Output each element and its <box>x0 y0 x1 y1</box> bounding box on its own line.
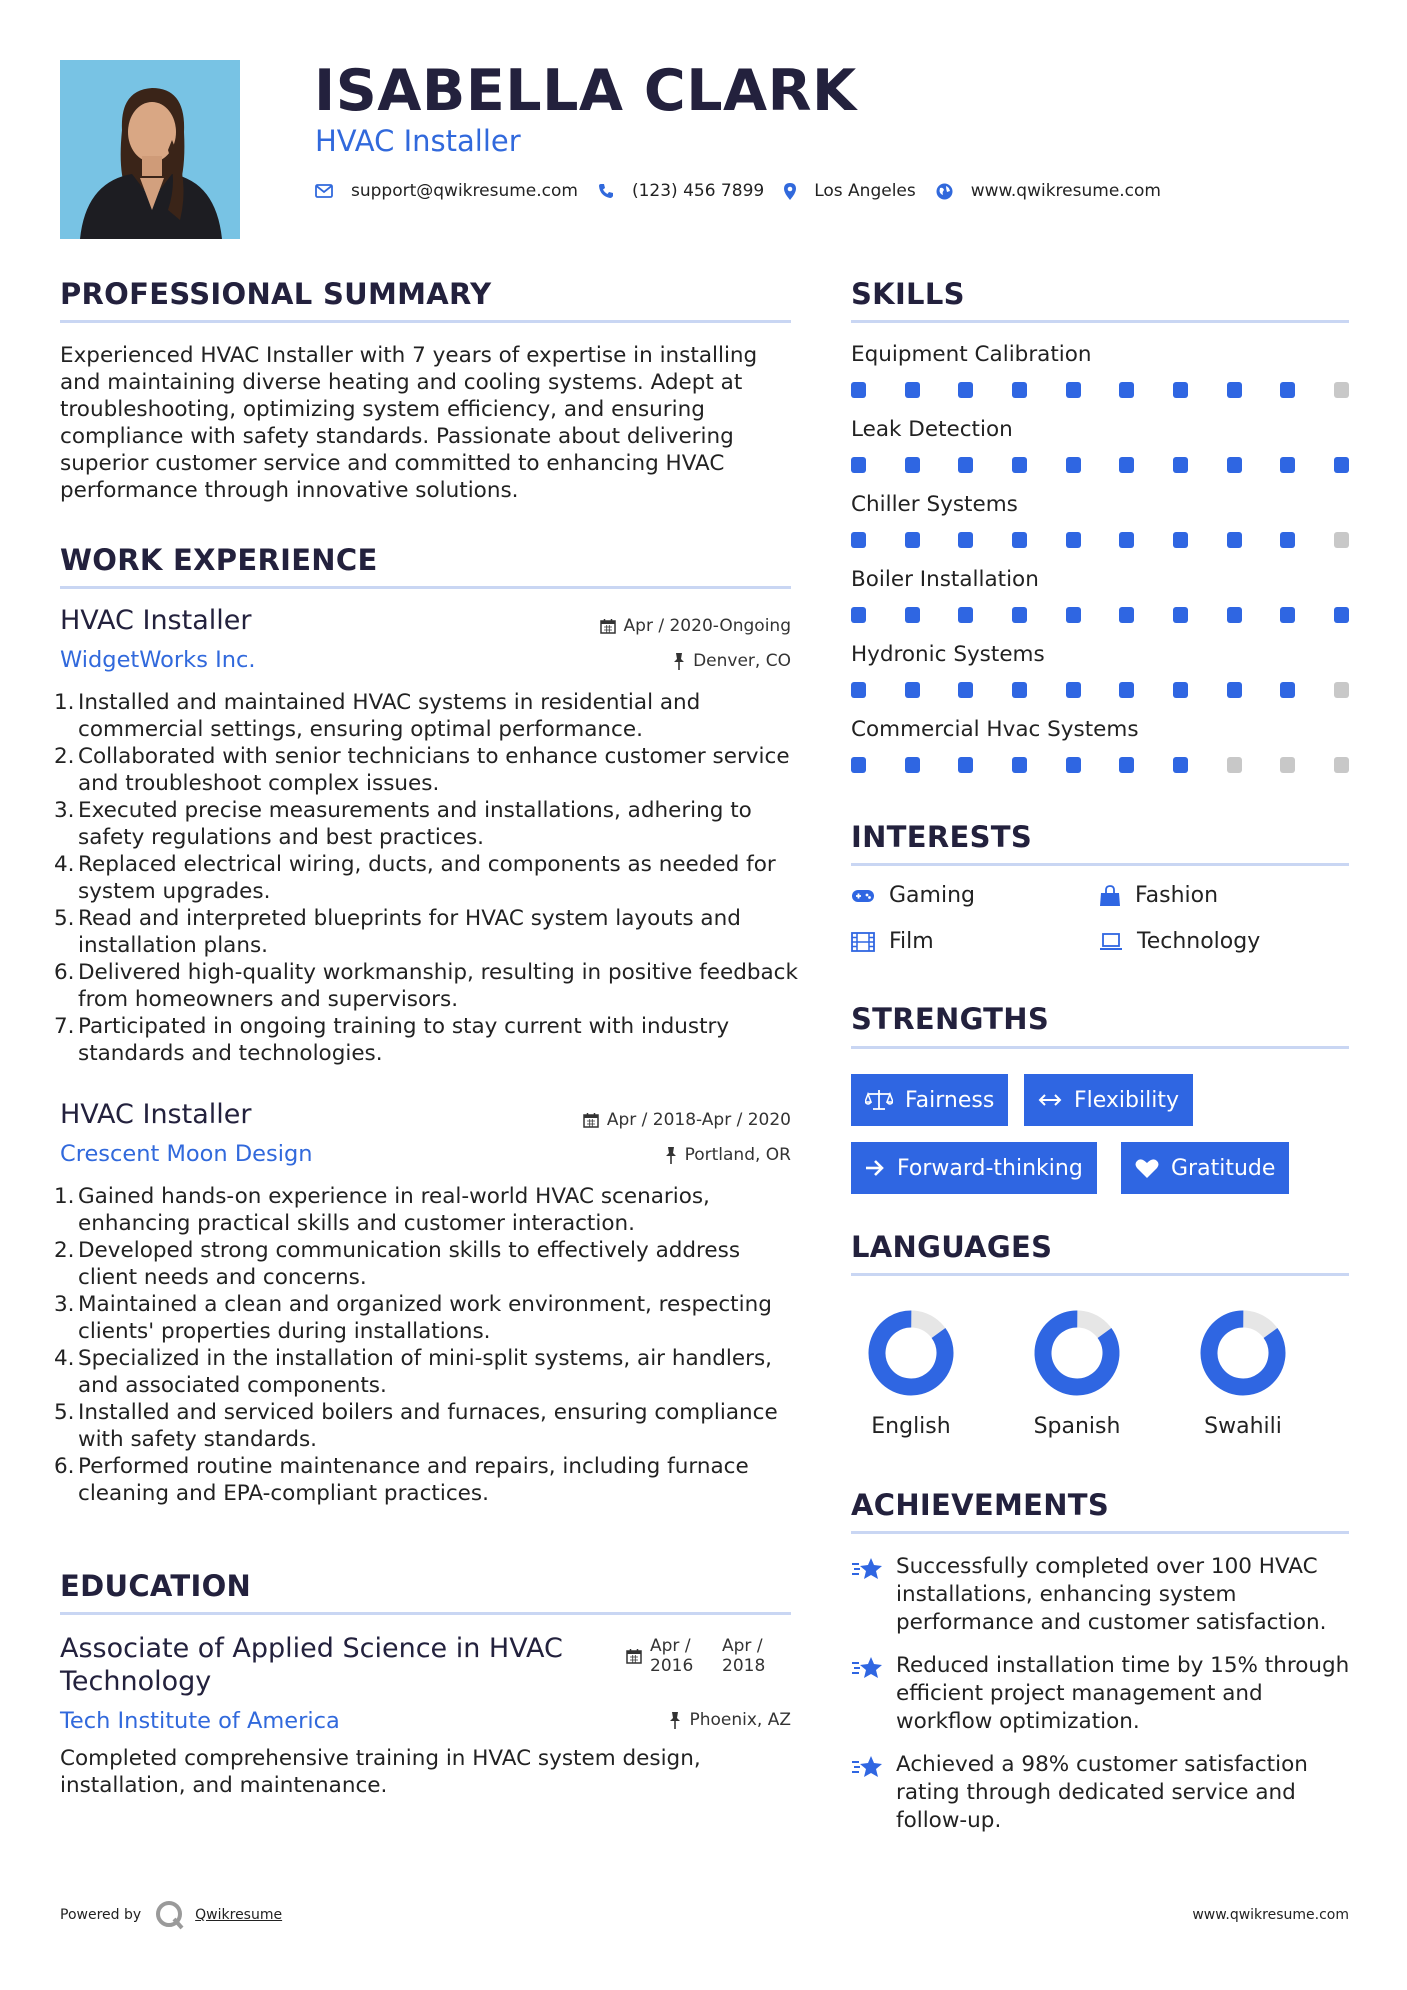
candidate-name: ISABELLA CLARK <box>314 58 857 124</box>
skill-dot-filled <box>1012 457 1027 473</box>
skill-dot-filled <box>1012 757 1027 773</box>
skill-dot-filled <box>1012 682 1027 698</box>
skill-dot-filled <box>1119 532 1134 548</box>
language-donut-fill <box>864 1308 959 1398</box>
language-donut <box>864 1308 959 1398</box>
skill-dot-filled <box>958 532 973 548</box>
skill-name: Commercial Hvac Systems <box>851 717 1139 742</box>
list-item: 4. Replaced electrical wiring, ducts, and components as needed for system upgrades. <box>54 852 776 904</box>
summary-text: Experienced HVAC Installer with 7 years of expertise in installing and maintaining diverse heating and cooling systems. Adept at troubleshooting, optimizing system efficiency, and ensuring compliance with safety standards. Passionate about delivering superior customer service and committed to enhancing HVAC performance through innovative solutions. <box>60 343 758 503</box>
skill-dot-filled <box>1066 682 1081 698</box>
job-location <box>673 651 791 671</box>
language-donut <box>1030 1308 1125 1398</box>
skill-dot-filled <box>905 532 920 548</box>
skill-rating <box>851 457 1349 473</box>
company-name: Crescent Moon Design <box>60 1141 313 1167</box>
skill-dot-filled <box>1227 382 1242 398</box>
language-name: Swahili <box>1204 1414 1282 1439</box>
summary-heading: PROFESSIONAL SUMMARY <box>60 277 492 311</box>
education-description: Completed comprehensive training in HVAC system design, installation, and maintenance. <box>60 1746 701 1798</box>
shopping-bag-icon <box>1099 885 1121 907</box>
skill-dot-filled <box>851 607 866 623</box>
skill-name: Equipment Calibration <box>851 342 1092 367</box>
skill-dot-filled <box>851 757 866 773</box>
map-pin-icon <box>784 183 796 200</box>
languages-divider <box>851 1273 1349 1276</box>
footer-powered-by <box>60 1900 282 1930</box>
pushpin-icon <box>669 1712 681 1729</box>
skill-name: Leak Detection <box>851 417 1013 442</box>
skill-dot-filled <box>851 682 866 698</box>
job-location <box>665 1145 791 1165</box>
skill-dot-filled <box>1280 682 1295 698</box>
job-title: HVAC Installer <box>60 605 252 636</box>
skill-dot-filled <box>1227 457 1242 473</box>
list-item: 4. Specialized in the installation of mini-split systems, air handlers, and associated components. <box>54 1346 772 1398</box>
strength-label: Fairness <box>905 1087 995 1113</box>
skill-dot-filled <box>1173 682 1188 698</box>
job-duties <box>54 1183 800 1507</box>
skill-rating <box>851 607 1349 623</box>
experience-heading: WORK EXPERIENCE <box>60 543 378 577</box>
achievement-text: Successfully completed over 100 HVAC installations, enhancing system performance and customer satisfaction. <box>896 1554 1327 1635</box>
interest-item <box>1099 929 1260 954</box>
interest-item <box>851 929 934 954</box>
language-name: Spanish <box>1033 1414 1121 1439</box>
list-item: 2. Developed strong communication skills to effectively address client needs and concerns. <box>54 1238 741 1290</box>
school-name: Tech Institute of America <box>60 1708 340 1734</box>
skill-dot-filled <box>851 457 866 473</box>
languages-heading: LANGUAGES <box>851 1230 1053 1264</box>
skill-dot-filled <box>1227 607 1242 623</box>
list-item: 2. Collaborated with senior technicians to enhance customer service and troubleshoot complex issues. <box>54 744 790 796</box>
skill-dot-empty <box>1334 757 1349 773</box>
skill-dot-filled <box>958 457 973 473</box>
shooting-star-icon <box>851 1753 885 1781</box>
list-item: 1. Installed and maintained HVAC systems in residential and commercial settings, ensuring optimal performance. <box>54 690 701 742</box>
skill-dot-empty <box>1334 682 1349 698</box>
list-item: 6. Performed routine maintenance and repairs, including furnace cleaning and EPA-compliant practices. <box>54 1454 749 1506</box>
job-dates-text: Apr / 2018-Apr / 2020 <box>606 1110 791 1130</box>
skill-dot-filled <box>1173 607 1188 623</box>
skill-dot-filled <box>1119 757 1134 773</box>
achievement-text: Reduced installation time by 15% through efficient project management and workflow optimization. <box>896 1653 1350 1734</box>
strength-label: Forward-thinking <box>897 1155 1083 1181</box>
skill-dot-empty <box>1280 757 1295 773</box>
language-donut-fill <box>1196 1308 1291 1398</box>
skill-dot-filled <box>1173 532 1188 548</box>
arrows-horizontal-icon <box>1038 1093 1062 1107</box>
job-dates <box>600 616 791 636</box>
strength-tag <box>1024 1074 1193 1126</box>
job-dates-text: Apr / 2020-Ongoing <box>623 616 791 636</box>
skill-dot-filled <box>1119 682 1134 698</box>
job-location-text: Denver, CO <box>693 651 791 671</box>
job-dates <box>583 1110 791 1130</box>
company-name: WidgetWorks Inc. <box>60 647 256 673</box>
skill-dot-empty <box>1334 382 1349 398</box>
education-location-text: Phoenix, AZ <box>689 1710 791 1730</box>
phone-number[interactable]: (123) 456 7899 <box>631 181 765 201</box>
shooting-star-icon <box>851 1555 885 1583</box>
heart-icon <box>1135 1158 1159 1179</box>
skill-dot-empty <box>1334 532 1349 548</box>
skill-dot-filled <box>1280 382 1295 398</box>
globe-icon <box>936 183 953 200</box>
education-heading: EDUCATION <box>60 1569 252 1603</box>
interest-item <box>851 883 975 908</box>
skill-dot-filled <box>1280 532 1295 548</box>
skill-dot-filled <box>1173 382 1188 398</box>
qwikresume-logo-icon <box>155 1900 185 1930</box>
gamepad-icon <box>851 888 875 904</box>
skill-dot-filled <box>1334 457 1349 473</box>
summary-divider <box>60 320 791 323</box>
skill-dot-filled <box>905 757 920 773</box>
skill-dot-filled <box>851 382 866 398</box>
degree-title: Associate of Applied Science in HVAC Technology <box>60 1633 563 1697</box>
skill-dot-filled <box>1119 382 1134 398</box>
list-item: 1. Gained hands-on experience in real-world HVAC scenarios, enhancing practical skills and customer interaction. <box>54 1184 710 1236</box>
interest-item <box>1099 883 1218 908</box>
skill-dot-filled <box>958 607 973 623</box>
job-title: HVAC Installer <box>60 1099 252 1130</box>
list-item: 3. Executed precise measurements and installations, adhering to safety regulations and best practices. <box>54 798 752 850</box>
skill-rating <box>851 682 1349 698</box>
skill-dot-filled <box>905 382 920 398</box>
list-item: 6. Delivered high-quality workmanship, resulting in positive feedback from homeowners and supervisors. <box>54 960 798 1012</box>
language-donut-fill <box>1030 1308 1125 1398</box>
skill-name: Hydronic Systems <box>851 642 1045 667</box>
list-item: 5. Read and interpreted blueprints for HVAC system layouts and installation plans. <box>54 906 741 958</box>
skill-rating <box>851 382 1349 398</box>
skill-dot-filled <box>958 382 973 398</box>
profile-photo <box>60 60 240 239</box>
arrow-right-icon <box>865 1159 885 1177</box>
skill-rating <box>851 532 1349 548</box>
skill-dot-filled <box>905 682 920 698</box>
interest-label: Technology <box>1137 929 1261 954</box>
contact-bar <box>315 181 1181 201</box>
skill-dot-filled <box>1066 457 1081 473</box>
qwikresume-link[interactable]: Qwikresume <box>195 1907 283 1923</box>
interest-label: Gaming <box>889 883 975 908</box>
skill-dot-filled <box>905 607 920 623</box>
experience-divider <box>60 586 791 589</box>
education-dates <box>626 1636 776 1676</box>
skills-divider <box>851 320 1349 323</box>
skill-dot-filled <box>1066 382 1081 398</box>
phone-icon <box>598 183 614 199</box>
skill-dot-filled <box>1119 607 1134 623</box>
list-item: 3. Maintained a clean and organized work environment, respecting clients' properties during installations. <box>54 1292 772 1344</box>
skill-dot-filled <box>958 682 973 698</box>
footer-website[interactable]: www.qwikresume.com <box>1192 1907 1349 1923</box>
skill-dot-filled <box>1066 757 1081 773</box>
skill-dot-filled <box>1012 607 1027 623</box>
language-item <box>841 1308 981 1402</box>
education-start: Apr / 2016 <box>650 1636 694 1676</box>
interest-label: Fashion <box>1135 883 1219 908</box>
skill-dot-filled <box>1012 382 1027 398</box>
interests-divider <box>851 863 1349 866</box>
list-item: 7. Participated in ongoing training to stay current with industry standards and technologies. <box>54 1014 730 1066</box>
skill-name: Chiller Systems <box>851 492 1018 517</box>
skill-name: Boiler Installation <box>851 567 1039 592</box>
website-link[interactable]: www.qwikresume.com <box>970 181 1161 201</box>
achievement-text: Achieved a 98% customer satisfaction rating through dedicated service and follow-up. <box>896 1752 1308 1833</box>
strength-tag <box>851 1142 1097 1194</box>
email-icon <box>315 184 333 198</box>
education-end: Apr / 2018 <box>722 1636 766 1676</box>
education-location <box>669 1710 791 1730</box>
skill-dot-filled <box>1066 532 1081 548</box>
email-link[interactable]: support@qwikresume.com <box>351 181 578 201</box>
language-donut <box>1196 1308 1291 1398</box>
balance-scale-icon <box>865 1089 893 1111</box>
skill-dot-filled <box>1173 757 1188 773</box>
strength-label: Flexibility <box>1074 1087 1179 1113</box>
calendar-icon <box>600 618 616 634</box>
skill-dot-empty <box>1227 757 1242 773</box>
calendar-icon <box>583 1112 599 1128</box>
strength-tag <box>1121 1142 1289 1194</box>
skill-dot-filled <box>958 757 973 773</box>
interest-label: Film <box>889 929 934 954</box>
laptop-icon <box>1099 933 1123 951</box>
skill-dot-filled <box>1066 607 1081 623</box>
interests-heading: INTERESTS <box>851 820 1033 854</box>
location-text: Los Angeles <box>814 181 916 201</box>
strength-tag <box>851 1074 1008 1126</box>
candidate-title: HVAC Installer <box>315 124 521 158</box>
education-divider <box>60 1612 791 1615</box>
calendar-icon <box>626 1648 642 1664</box>
achievements-heading: ACHIEVEMENTS <box>851 1488 1110 1522</box>
skills-heading: SKILLS <box>851 277 965 311</box>
pushpin-icon <box>665 1147 677 1164</box>
film-icon <box>851 932 875 952</box>
list-item: 5. Installed and serviced boilers and furnaces, ensuring compliance with safety standards. <box>54 1400 778 1452</box>
language-item <box>1173 1308 1313 1402</box>
achievements-divider <box>851 1531 1349 1534</box>
skill-dot-filled <box>905 457 920 473</box>
skill-dot-filled <box>851 532 866 548</box>
skill-rating <box>851 757 1349 773</box>
skill-dot-filled <box>1280 457 1295 473</box>
language-name: English <box>871 1414 951 1439</box>
skill-dot-filled <box>1012 532 1027 548</box>
job-duties <box>54 689 800 1067</box>
skill-dot-filled <box>1227 682 1242 698</box>
skill-dot-filled <box>1280 607 1295 623</box>
strengths-divider <box>851 1046 1349 1049</box>
strengths-heading: STRENGTHS <box>851 1002 1050 1036</box>
language-item <box>1007 1308 1147 1402</box>
strength-label: Gratitude <box>1171 1155 1276 1181</box>
skill-dot-filled <box>1334 607 1349 623</box>
skill-dot-filled <box>1119 457 1134 473</box>
skill-dot-filled <box>1227 532 1242 548</box>
job-location-text: Portland, OR <box>684 1145 791 1165</box>
powered-by-label: Powered by <box>60 1907 142 1923</box>
shooting-star-icon <box>851 1654 885 1682</box>
pushpin-icon <box>673 653 685 670</box>
skill-dot-filled <box>1173 457 1188 473</box>
